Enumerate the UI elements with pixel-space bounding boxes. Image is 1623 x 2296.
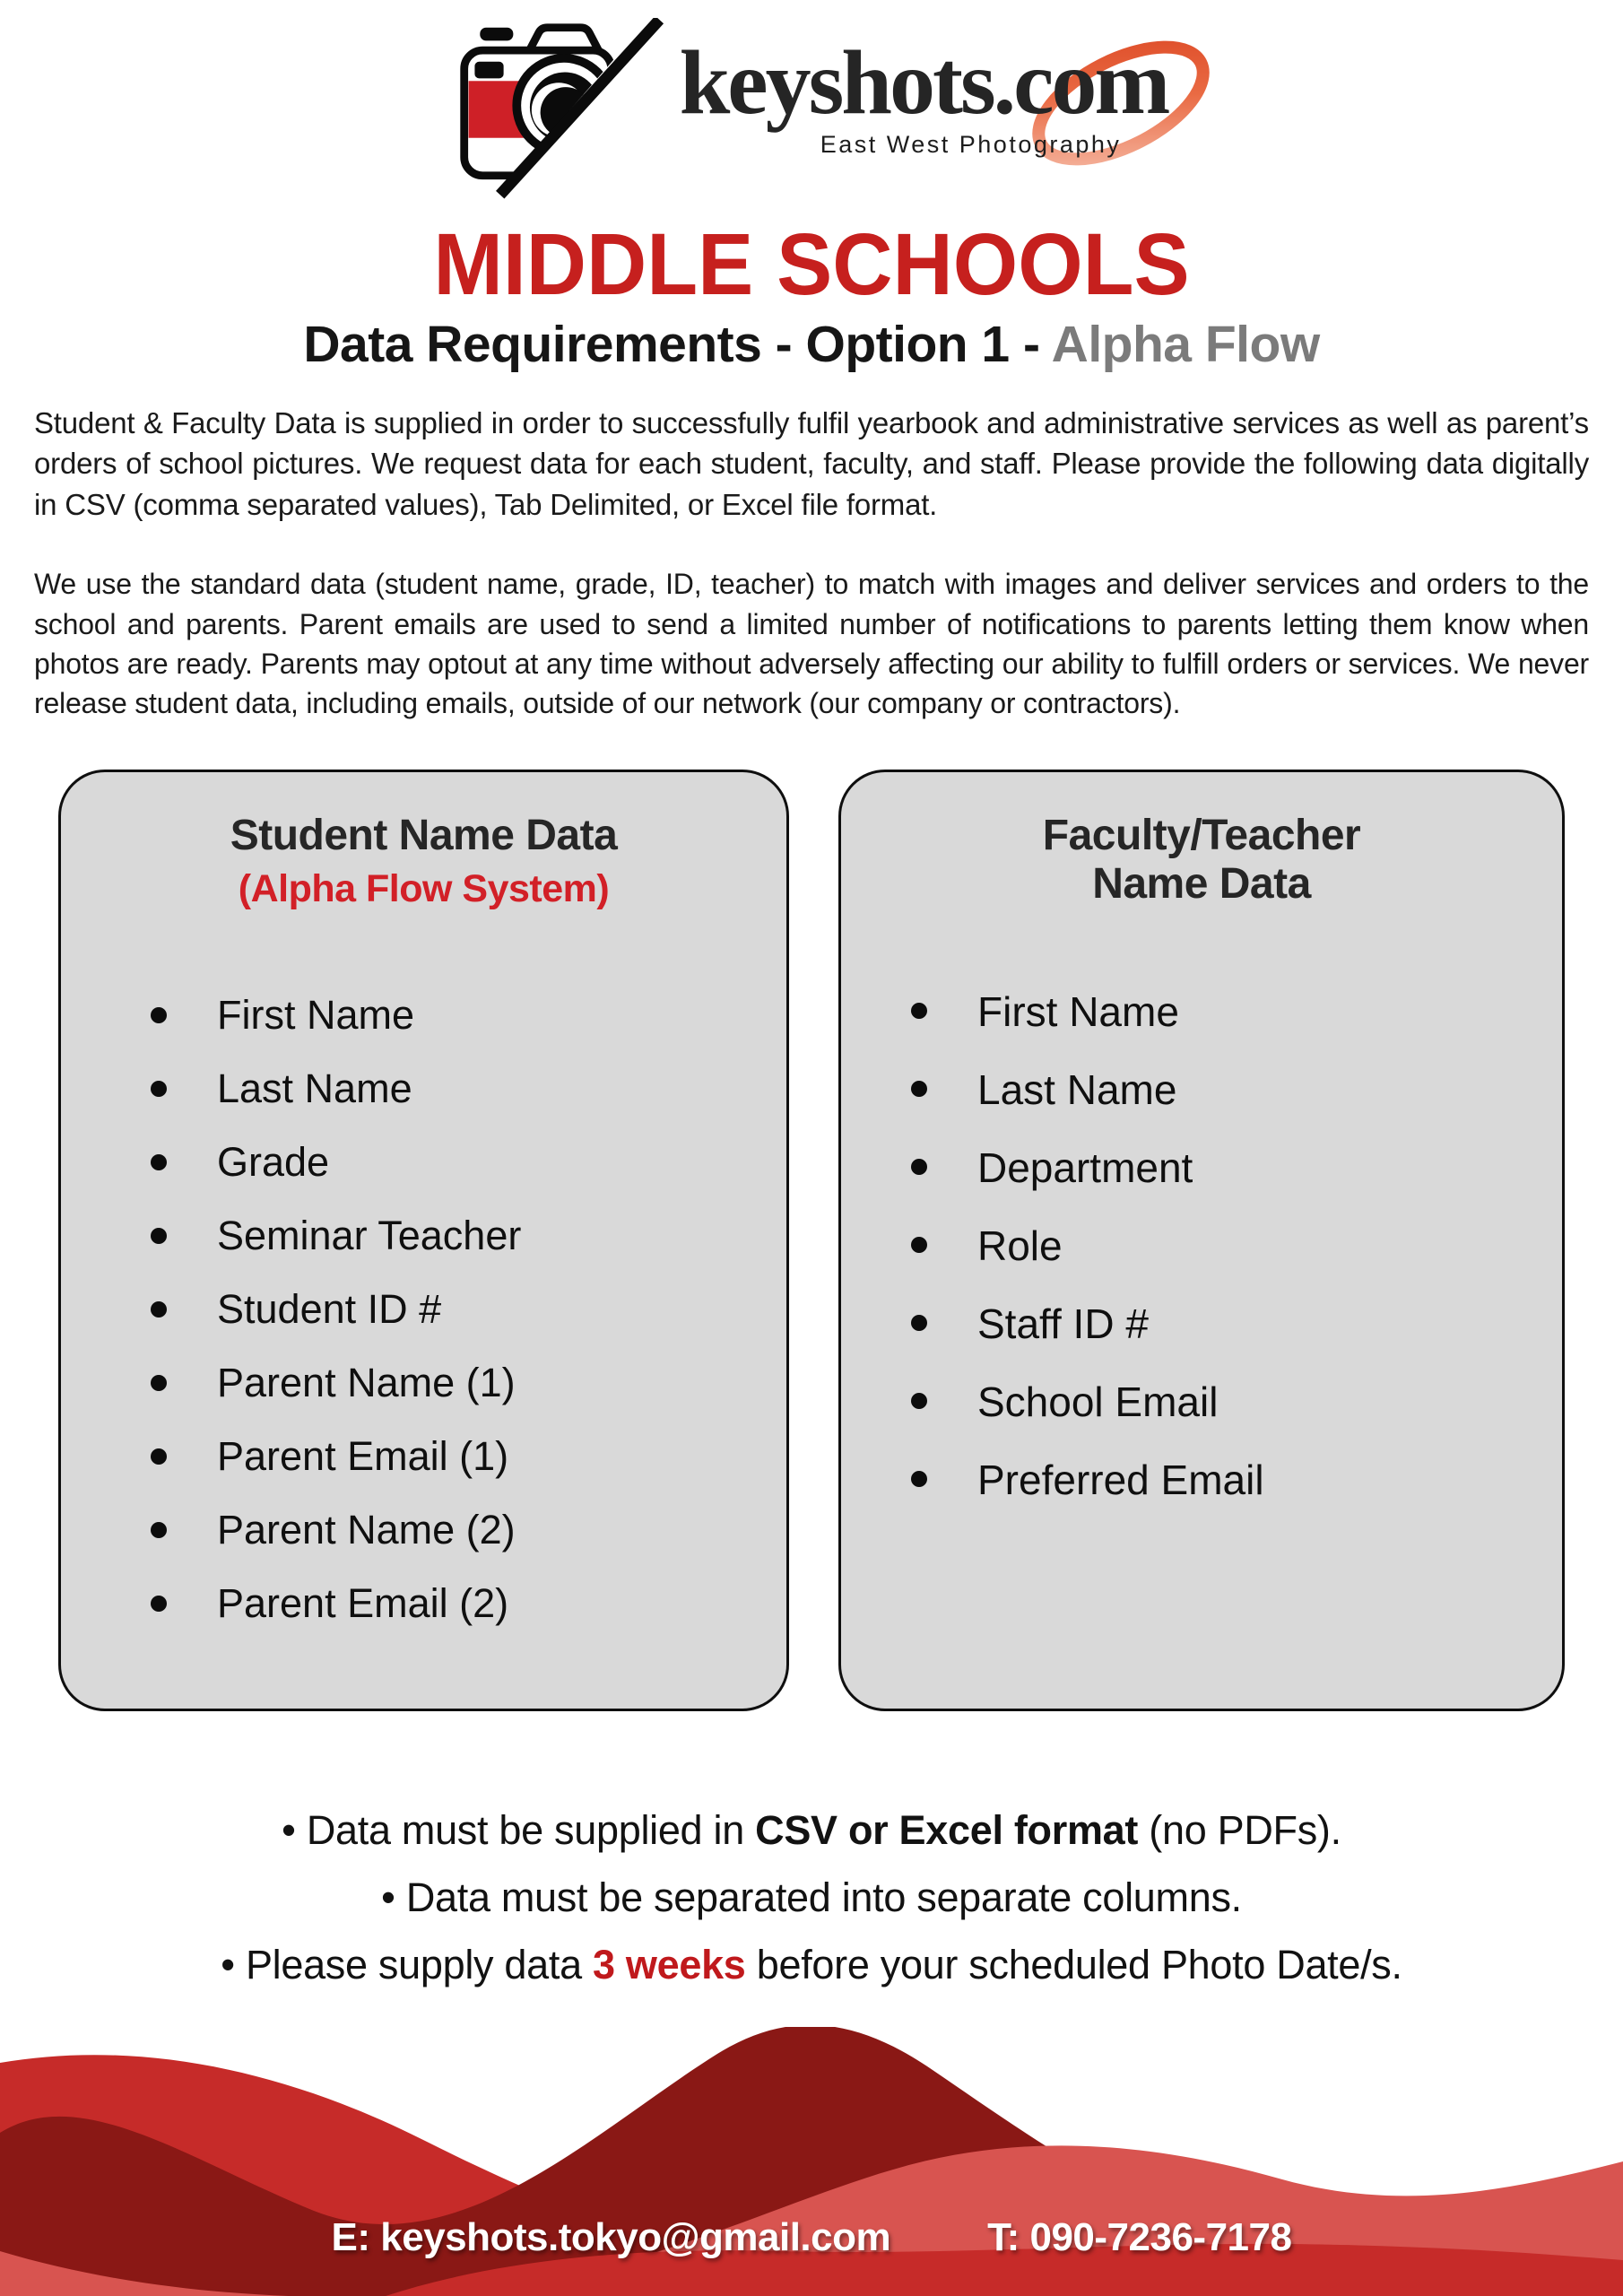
faculty-data-box — [838, 770, 1565, 1711]
list-item-label: School Email — [977, 1378, 1219, 1426]
note-deadline: • Please supply data 3 weeks before your scheduled Photo Date/s. — [221, 1942, 1402, 1987]
requirement-notes — [0, 1806, 1623, 1989]
list-item — [911, 1144, 1562, 1192]
bullet-icon — [911, 1393, 927, 1409]
list-item — [911, 1222, 1562, 1270]
bullet-icon — [151, 1081, 167, 1097]
list-item — [151, 1360, 786, 1406]
list-item-label: Role — [977, 1222, 1063, 1270]
list-item — [911, 1300, 1562, 1348]
bullet-icon — [151, 1522, 167, 1538]
bullet-icon — [151, 1596, 167, 1612]
intro-paragraph-2: We use the standard data (student name, grade, ID, teacher) to match with images and deliver services and orders to the school and parents. Parent emails are used to send a limited number of notifications to parents letting them know when photos are ready. Parents may optout at any time without adversely affecting our ability to fulfill orders or services. We never release student data, including emails, outside of our network (our company or contractors). — [34, 568, 1589, 719]
camera-icon — [456, 18, 671, 202]
faculty-title-line1: Faculty/Teacher — [1042, 812, 1361, 859]
bullet-icon — [911, 1237, 927, 1253]
bullet-icon — [151, 1154, 167, 1170]
list-item-label: Department — [977, 1144, 1193, 1192]
bullet-icon — [151, 1375, 167, 1391]
list-item — [911, 1378, 1562, 1426]
bullet-icon — [911, 1315, 927, 1331]
list-item — [151, 1507, 786, 1553]
page-title: MIDDLE SCHOOLS — [433, 215, 1190, 313]
bullet-icon — [151, 1007, 167, 1023]
bullet-icon — [151, 1301, 167, 1318]
student-field-list — [61, 992, 786, 1627]
bullet-icon — [911, 1081, 927, 1097]
bullet-icon — [151, 1228, 167, 1244]
student-box-subtitle: (Alpha Flow System) — [238, 867, 610, 911]
bullet-icon — [911, 1471, 927, 1487]
list-item-label: First Name — [217, 992, 415, 1039]
list-item — [151, 1065, 786, 1112]
list-item-label: Grade — [217, 1139, 330, 1186]
bullet-icon — [911, 1159, 927, 1175]
subtitle-prefix: Data Requirements - Option 1 - — [303, 315, 1052, 373]
list-item-label: Student ID # — [217, 1286, 442, 1333]
faculty-title-line2: Name Data — [1092, 860, 1311, 909]
logo — [0, 0, 1623, 208]
list-item-label: First Name — [977, 988, 1179, 1036]
list-item-label: Parent Name (1) — [217, 1360, 516, 1406]
bullet-icon — [911, 1003, 927, 1019]
footer-phone: T: 090-7236-7178 — [987, 2215, 1292, 2259]
list-item — [911, 1456, 1562, 1504]
note-columns: • Data must be separated into separate columns. — [381, 1874, 1242, 1920]
brand-text: keyshots.com — [679, 32, 1168, 134]
student-data-box — [58, 770, 789, 1711]
list-item-label: Last Name — [977, 1066, 1177, 1114]
subtitle-highlight: Alpha Flow — [1051, 315, 1320, 373]
brand-block — [679, 32, 1168, 159]
faculty-box-title — [841, 812, 1562, 909]
list-item — [151, 1580, 786, 1627]
list-item-label: Preferred Email — [977, 1457, 1264, 1504]
list-item — [151, 1433, 786, 1480]
data-boxes — [58, 770, 1565, 1711]
list-item-label: Parent Email (2) — [217, 1580, 509, 1627]
note-format: • Data must be supplied in CSV or Excel format (no PDFs). — [282, 1807, 1341, 1853]
student-box-title: Student Name Data — [230, 812, 618, 859]
list-item-label: Last Name — [217, 1065, 412, 1112]
list-item-label: Parent Name (2) — [217, 1507, 516, 1553]
note-format-emphasis: CSV or Excel format — [755, 1807, 1139, 1853]
list-item — [911, 1065, 1562, 1114]
faculty-field-list — [841, 987, 1562, 1504]
list-item — [151, 1286, 786, 1333]
page-subtitle — [0, 315, 1623, 373]
intro-paragraph-1: Student & Faculty Data is supplied in order to successfully fulfil yearbook and administrative services as well as parent’s orders of school pictures. We request data for each student, faculty, and staff. Please provide the following data digitally in CSV (comma separated values), Tab Delimited, or Excel file format. — [34, 405, 1589, 521]
list-item — [151, 1139, 786, 1186]
footer-contacts — [0, 2215, 1623, 2260]
list-item-label: Seminar Teacher — [217, 1213, 522, 1259]
list-item — [151, 992, 786, 1039]
footer-email: E: keyshots.tokyo@gmail.com — [331, 2215, 891, 2259]
list-item-label: Staff ID # — [977, 1300, 1149, 1348]
bullet-icon — [151, 1448, 167, 1465]
list-item-label: Parent Email (1) — [217, 1433, 509, 1480]
brand-tagline: East West Photography — [820, 131, 1122, 158]
footer — [0, 2027, 1623, 2296]
note-deadline-emphasis: 3 weeks — [593, 1942, 746, 1987]
list-item — [151, 1213, 786, 1259]
list-item — [911, 987, 1562, 1036]
